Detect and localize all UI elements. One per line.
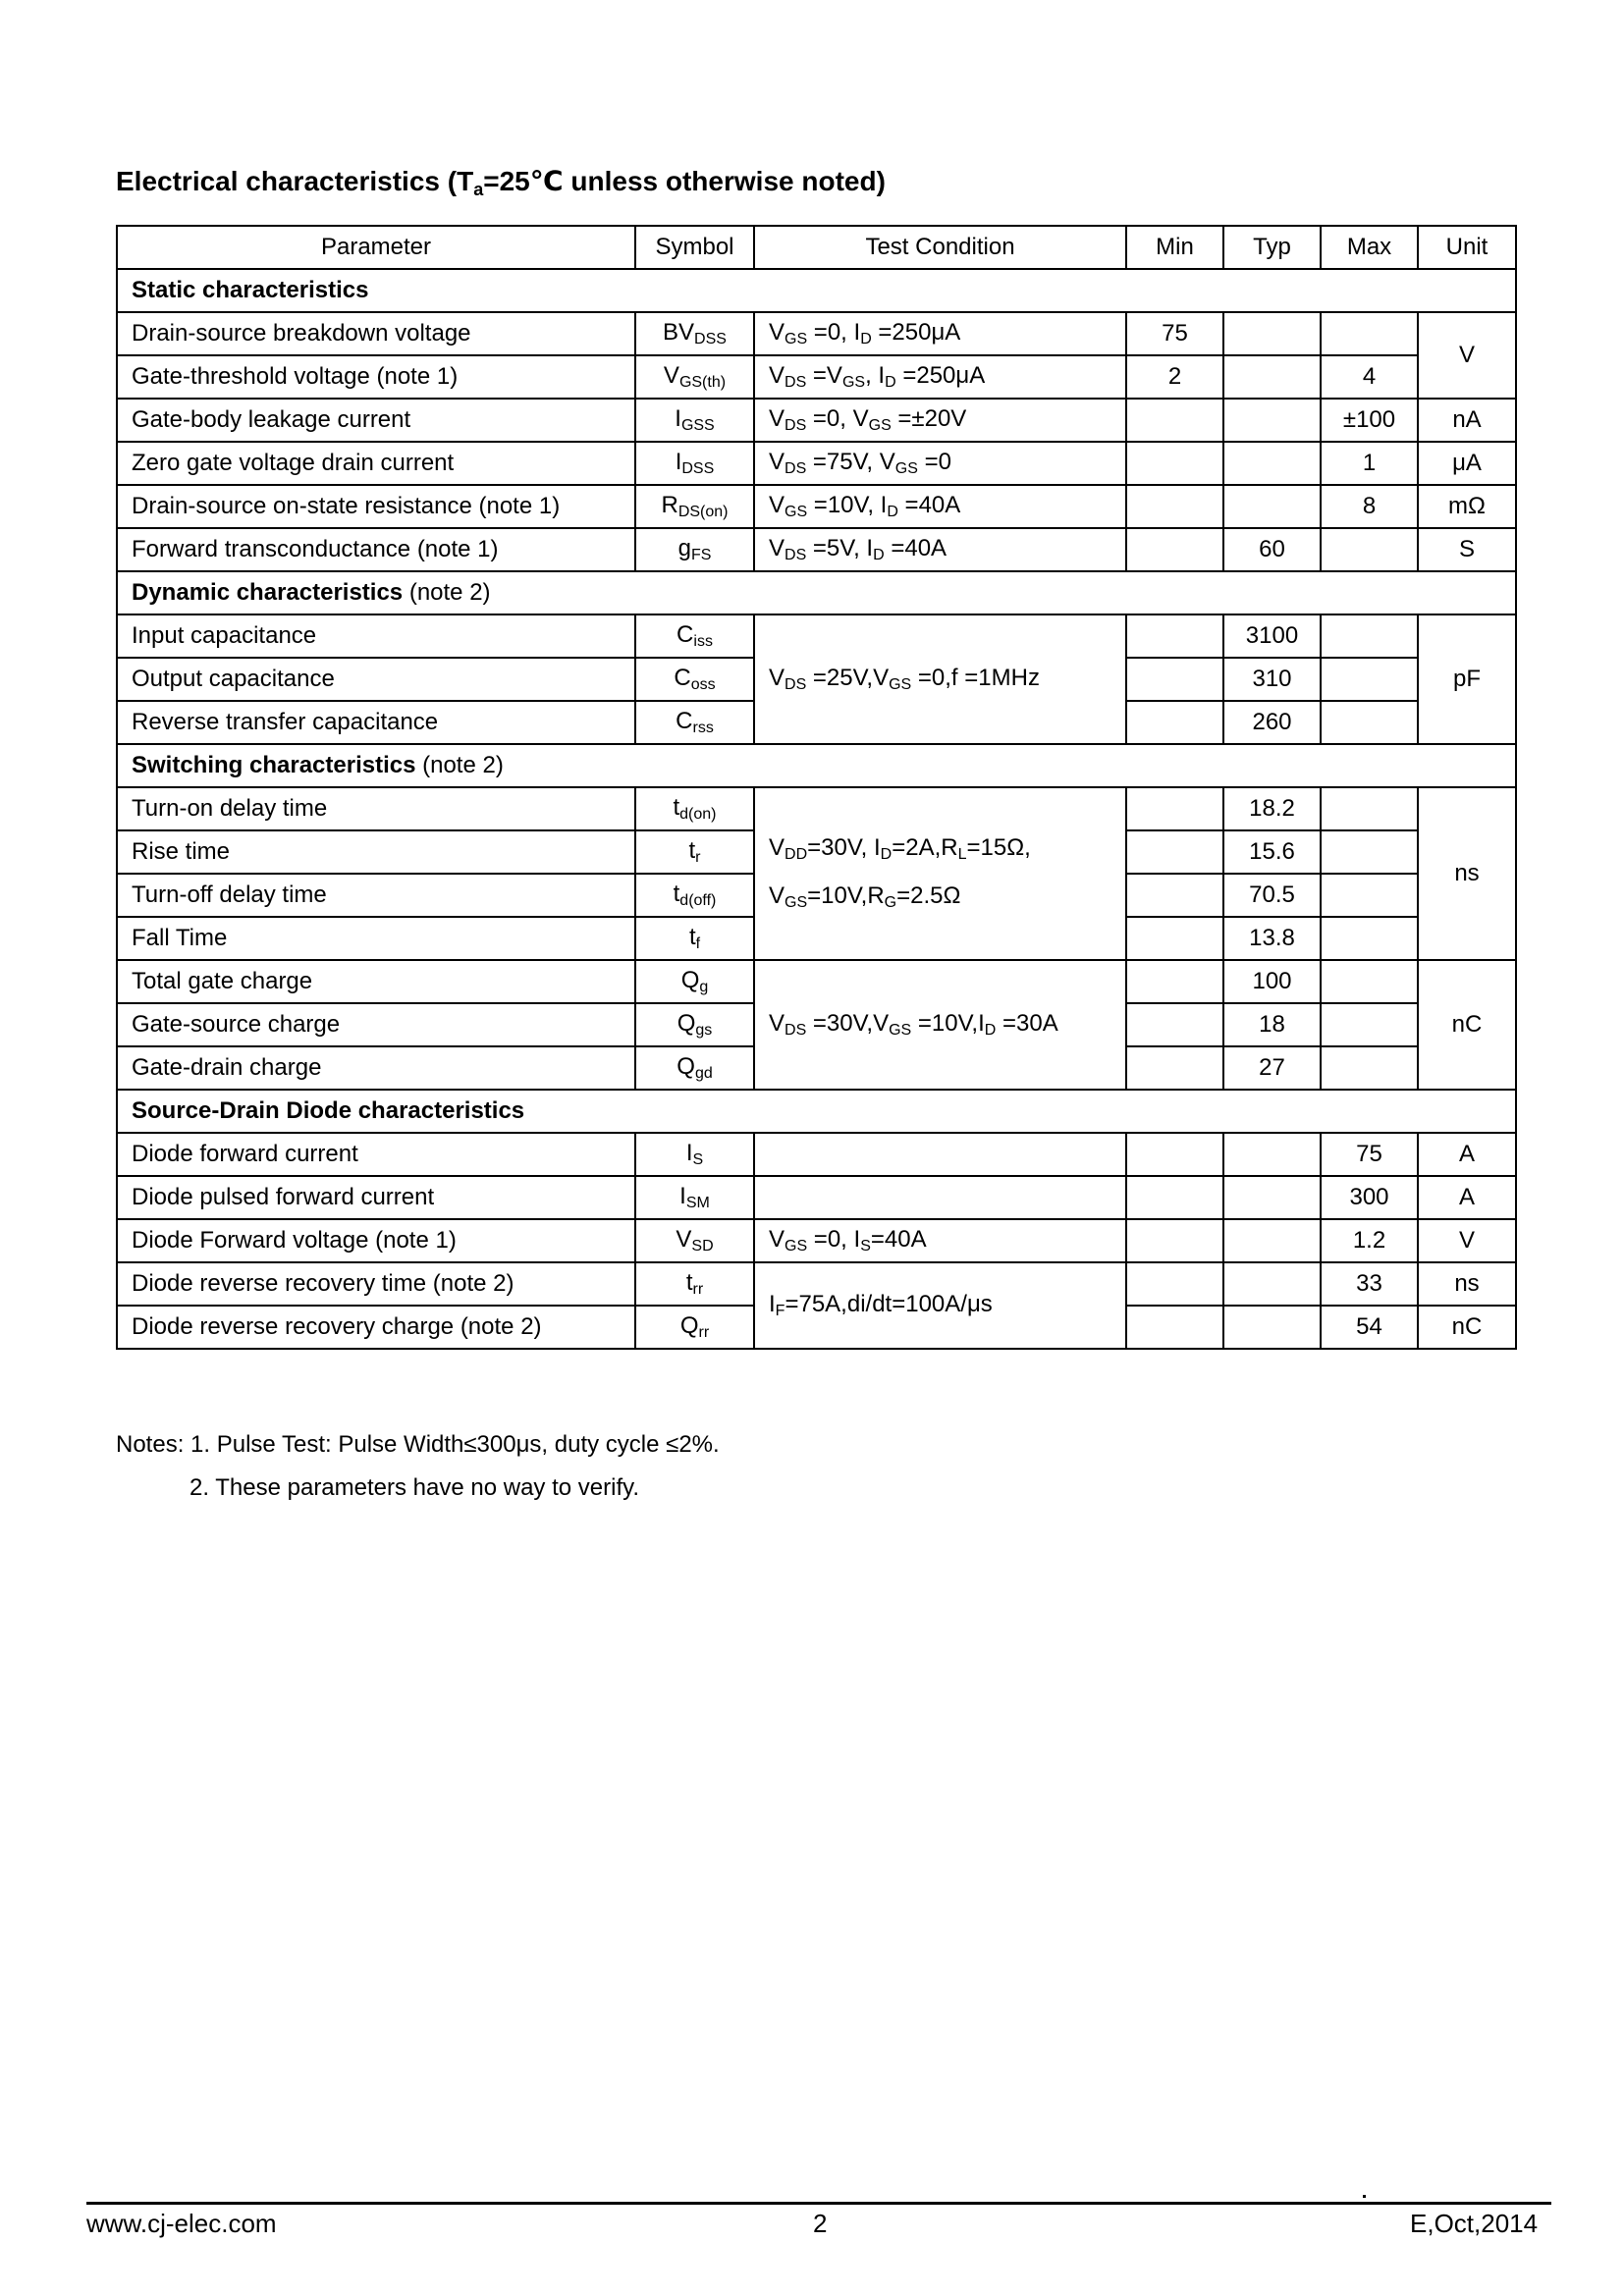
parameter-cell: Gate-threshold voltage (note 1) bbox=[117, 355, 635, 399]
condition-line bbox=[769, 826, 1125, 874]
min-cell bbox=[1126, 1046, 1223, 1090]
condition-text: =40A bbox=[870, 1225, 927, 1253]
max-cell: 75 bbox=[1321, 1133, 1418, 1176]
table-row bbox=[117, 614, 1516, 658]
header-max: Max bbox=[1321, 226, 1418, 269]
symbol-main: t bbox=[673, 880, 680, 907]
page-title: Electrical characteristics ($T_a=25℃$ unless otherwise noted) bbox=[116, 166, 886, 199]
symbol-cell bbox=[635, 701, 754, 744]
symbol-subscript: rss bbox=[692, 719, 714, 736]
symbol-main: I bbox=[675, 448, 682, 475]
symbol-main: t bbox=[688, 836, 696, 864]
min-cell bbox=[1126, 1133, 1223, 1176]
parameter-cell: Diode reverse recovery time (note 2) bbox=[117, 1262, 635, 1306]
table-row bbox=[117, 787, 1516, 830]
condition-text: V bbox=[769, 448, 785, 475]
condition-text: GS bbox=[785, 330, 808, 347]
max-cell: 33 bbox=[1321, 1262, 1418, 1306]
condition-text: V bbox=[769, 534, 785, 561]
condition-text: V bbox=[769, 1009, 785, 1037]
symbol-cell bbox=[635, 1306, 754, 1349]
typ-cell: 18 bbox=[1223, 1003, 1321, 1046]
condition-text: =30V,V bbox=[806, 1009, 890, 1037]
max-cell bbox=[1321, 917, 1418, 960]
parameter-cell: Zero gate voltage drain current bbox=[117, 442, 635, 485]
table-row bbox=[117, 1262, 1516, 1306]
table-row bbox=[117, 355, 1516, 399]
symbol-subscript: FS bbox=[690, 546, 712, 563]
condition-text: =0, I bbox=[807, 318, 861, 346]
min-cell bbox=[1126, 1262, 1223, 1306]
section-dynamic: Dynamic characteristics (note 2) bbox=[117, 571, 1516, 614]
condition-text: D bbox=[880, 846, 893, 863]
condition-text: V bbox=[769, 664, 785, 691]
min-cell bbox=[1126, 917, 1223, 960]
condition-text: GS bbox=[868, 416, 892, 434]
min-cell bbox=[1126, 960, 1223, 1003]
condition-cell bbox=[754, 485, 1126, 528]
footer-website: www.cj-elec.com bbox=[86, 2209, 277, 2238]
electrical-characteristics-table bbox=[116, 225, 1517, 1350]
condition-cell bbox=[754, 399, 1126, 442]
symbol-subscript: GSS bbox=[680, 416, 715, 434]
symbol-subscript: r bbox=[695, 848, 701, 866]
max-cell bbox=[1321, 312, 1418, 355]
max-cell bbox=[1321, 1046, 1418, 1090]
condition-text: DS bbox=[785, 459, 807, 477]
typ-cell: 310 bbox=[1223, 658, 1321, 701]
symbol-cell bbox=[635, 399, 754, 442]
symbol-subscript: DSS bbox=[681, 459, 715, 477]
symbol-main: Q bbox=[680, 966, 700, 993]
note-1: Notes: 1. Pulse Test: Pulse Width≤300μs, duty cycle ≤2%. bbox=[116, 1431, 720, 1458]
max-cell: 54 bbox=[1321, 1306, 1418, 1349]
symbol-main: R bbox=[661, 491, 678, 518]
footer-revision: E,Oct,2014 bbox=[1410, 2209, 1539, 2238]
condition-text: =30A bbox=[996, 1009, 1058, 1037]
typ-cell bbox=[1223, 1262, 1321, 1306]
symbol-cell bbox=[635, 442, 754, 485]
unit-cell: μA bbox=[1418, 442, 1516, 485]
note-2: 2. These parameters have no way to verify. bbox=[189, 1474, 640, 1501]
symbol-cell bbox=[635, 1176, 754, 1219]
symbol-cell bbox=[635, 485, 754, 528]
table-row bbox=[117, 442, 1516, 485]
section-row bbox=[117, 571, 1516, 614]
parameter-cell: Diode pulsed forward current bbox=[117, 1176, 635, 1219]
max-cell bbox=[1321, 787, 1418, 830]
symbol-cell bbox=[635, 658, 754, 701]
typ-cell bbox=[1223, 1306, 1321, 1349]
parameter-cell: Gate-body leakage current bbox=[117, 399, 635, 442]
max-cell bbox=[1321, 874, 1418, 917]
condition-text: =5V, I bbox=[806, 534, 874, 561]
footer-dot bbox=[1363, 2195, 1366, 2198]
unit-cell: A bbox=[1418, 1133, 1516, 1176]
header-unit: Unit bbox=[1418, 226, 1516, 269]
max-cell bbox=[1321, 528, 1418, 571]
condition-cell bbox=[754, 787, 1126, 960]
unit-cell: A bbox=[1418, 1176, 1516, 1219]
condition-text: =250μA bbox=[871, 318, 961, 346]
min-cell: 2 bbox=[1126, 355, 1223, 399]
typ-cell: 60 bbox=[1223, 528, 1321, 571]
footer-divider bbox=[86, 2202, 1551, 2205]
symbol-main: Q bbox=[679, 1311, 699, 1339]
typ-cell: 100 bbox=[1223, 960, 1321, 1003]
unit-cell: nC bbox=[1418, 1306, 1516, 1349]
condition-text: GS bbox=[785, 1237, 808, 1255]
typ-cell: 260 bbox=[1223, 701, 1321, 744]
symbol-subscript: DSS bbox=[694, 330, 727, 347]
condition-cell bbox=[754, 355, 1126, 399]
parameter-cell: Turn-on delay time bbox=[117, 787, 635, 830]
table-row bbox=[117, 960, 1516, 1003]
condition-text: GS bbox=[889, 675, 912, 693]
condition-text: =25V,V bbox=[806, 664, 890, 691]
parameter-cell: Turn-off delay time bbox=[117, 874, 635, 917]
condition-text: =40A bbox=[884, 534, 947, 561]
condition-text: =2.5Ω bbox=[896, 882, 961, 909]
condition-line bbox=[769, 874, 1125, 922]
symbol-main: V bbox=[676, 1225, 692, 1253]
condition-text: S bbox=[860, 1237, 871, 1255]
condition-cell bbox=[754, 312, 1126, 355]
typ-cell: 13.8 bbox=[1223, 917, 1321, 960]
condition-text: =±20V bbox=[891, 404, 967, 432]
condition-text: DS bbox=[785, 416, 807, 434]
condition-text: D bbox=[984, 1021, 997, 1039]
header-test-condition: Test Condition bbox=[754, 226, 1126, 269]
min-cell bbox=[1126, 830, 1223, 874]
footer-page-number: 2 bbox=[813, 2209, 828, 2238]
condition-text: GS bbox=[841, 373, 866, 391]
parameter-cell: Total gate charge bbox=[117, 960, 635, 1003]
symbol-cell bbox=[635, 874, 754, 917]
min-cell bbox=[1126, 1176, 1223, 1219]
typ-cell: 3100 bbox=[1223, 614, 1321, 658]
condition-text: D bbox=[887, 503, 898, 520]
condition-text: =10V, I bbox=[807, 491, 888, 518]
symbol-cell bbox=[635, 917, 754, 960]
condition-text: =15Ω, bbox=[966, 834, 1031, 861]
condition-text: L bbox=[957, 846, 967, 863]
condition-text: =75A,di/dt=100A/μs bbox=[785, 1290, 993, 1317]
typ-cell bbox=[1223, 1176, 1321, 1219]
symbol-main: Q bbox=[677, 1009, 696, 1037]
condition-text: V bbox=[769, 882, 785, 909]
header-typ: Typ bbox=[1223, 226, 1321, 269]
table-row bbox=[117, 399, 1516, 442]
max-cell: 1 bbox=[1321, 442, 1418, 485]
symbol-main: Q bbox=[677, 1052, 695, 1080]
min-cell bbox=[1126, 658, 1223, 701]
max-cell bbox=[1321, 614, 1418, 658]
section-diode: Source-Drain Diode characteristics bbox=[117, 1090, 1516, 1133]
unit-cell: ns bbox=[1418, 787, 1516, 960]
typ-cell bbox=[1223, 1133, 1321, 1176]
parameter-cell: Forward transconductance (note 1) bbox=[117, 528, 635, 571]
typ-cell bbox=[1223, 442, 1321, 485]
max-cell: ±100 bbox=[1321, 399, 1418, 442]
condition-text: =30V, I bbox=[807, 834, 881, 861]
parameter-cell: Gate-drain charge bbox=[117, 1046, 635, 1090]
symbol-subscript: GS(th) bbox=[678, 373, 727, 391]
symbol-subscript: oss bbox=[690, 675, 716, 693]
max-cell bbox=[1321, 960, 1418, 1003]
condition-text: DS bbox=[785, 373, 807, 391]
condition-text: GS bbox=[889, 1021, 912, 1039]
min-cell bbox=[1126, 1003, 1223, 1046]
condition-text: DS bbox=[785, 546, 807, 563]
condition-text: =0, V bbox=[806, 404, 869, 432]
unit-cell: mΩ bbox=[1418, 485, 1516, 528]
condition-text: GS bbox=[894, 459, 918, 477]
condition-cell bbox=[754, 1219, 1126, 1262]
symbol-subscript: g bbox=[699, 978, 709, 995]
symbol-main: C bbox=[674, 664, 691, 691]
condition-text: =10V,I bbox=[911, 1009, 985, 1037]
max-cell bbox=[1321, 701, 1418, 744]
condition-text: V bbox=[769, 318, 785, 346]
condition-text: DD bbox=[785, 846, 808, 863]
condition-text: V bbox=[769, 404, 785, 432]
symbol-subscript: d(off) bbox=[679, 891, 717, 909]
condition-text: I bbox=[769, 1290, 776, 1317]
condition-text: G bbox=[884, 894, 897, 911]
min-cell bbox=[1126, 787, 1223, 830]
condition-text: GS bbox=[785, 894, 808, 911]
section-switching: Switching characteristics (note 2) bbox=[117, 744, 1516, 787]
condition-cell bbox=[754, 1262, 1126, 1349]
symbol-subscript: rr bbox=[692, 1280, 704, 1298]
parameter-cell: Diode reverse recovery charge (note 2) bbox=[117, 1306, 635, 1349]
typ-cell: 70.5 bbox=[1223, 874, 1321, 917]
table-row bbox=[117, 312, 1516, 355]
typ-cell bbox=[1223, 399, 1321, 442]
condition-text: =250μA bbox=[895, 361, 986, 389]
min-cell bbox=[1126, 442, 1223, 485]
min-cell bbox=[1126, 485, 1223, 528]
symbol-main: C bbox=[676, 707, 693, 734]
symbol-subscript: gs bbox=[695, 1021, 713, 1039]
symbol-main: I bbox=[685, 1139, 693, 1166]
table-row bbox=[117, 1219, 1516, 1262]
condition-text: =0, I bbox=[807, 1225, 861, 1253]
condition-cell bbox=[754, 614, 1126, 744]
min-cell bbox=[1126, 1306, 1223, 1349]
symbol-subscript: SM bbox=[685, 1194, 710, 1211]
typ-cell: 15.6 bbox=[1223, 830, 1321, 874]
symbol-cell bbox=[635, 1046, 754, 1090]
parameter-cell: Fall Time bbox=[117, 917, 635, 960]
typ-cell bbox=[1223, 355, 1321, 399]
condition-text: , I bbox=[865, 361, 886, 389]
symbol-cell bbox=[635, 1003, 754, 1046]
condition-text: D bbox=[885, 373, 896, 391]
symbol-main: C bbox=[677, 620, 694, 648]
condition-cell bbox=[754, 528, 1126, 571]
condition-text: V bbox=[769, 491, 785, 518]
symbol-subscript: rr bbox=[698, 1323, 710, 1341]
table-row bbox=[117, 528, 1516, 571]
max-cell: 4 bbox=[1321, 355, 1418, 399]
table-row bbox=[117, 1176, 1516, 1219]
typ-cell bbox=[1223, 312, 1321, 355]
condition-text: V bbox=[769, 361, 785, 389]
symbol-main: t bbox=[688, 923, 696, 950]
unit-cell: V bbox=[1418, 312, 1516, 399]
typ-cell: 27 bbox=[1223, 1046, 1321, 1090]
condition-text: DS bbox=[785, 1021, 807, 1039]
max-cell bbox=[1321, 830, 1418, 874]
table-header-row bbox=[117, 226, 1516, 269]
min-cell bbox=[1126, 614, 1223, 658]
condition-cell bbox=[754, 442, 1126, 485]
symbol-cell bbox=[635, 787, 754, 830]
header-min: Min bbox=[1126, 226, 1223, 269]
symbol-main: BV bbox=[663, 318, 695, 346]
symbol-subscript: SD bbox=[691, 1237, 714, 1255]
symbol-subscript: S bbox=[692, 1150, 704, 1168]
symbol-subscript: f bbox=[695, 934, 701, 952]
section-row bbox=[117, 744, 1516, 787]
symbol-main: I bbox=[675, 404, 681, 432]
condition-cell bbox=[754, 960, 1126, 1090]
table-row bbox=[117, 485, 1516, 528]
max-cell: 1.2 bbox=[1321, 1219, 1418, 1262]
max-cell bbox=[1321, 1003, 1418, 1046]
typ-cell bbox=[1223, 485, 1321, 528]
symbol-main: V bbox=[663, 361, 679, 389]
condition-text: =0 bbox=[917, 448, 951, 475]
condition-text: V bbox=[769, 1225, 785, 1253]
parameter-cell: Drain-source on-state resistance (note 1) bbox=[117, 485, 635, 528]
parameter-cell: Input capacitance bbox=[117, 614, 635, 658]
symbol-subscript: d(on) bbox=[679, 805, 717, 823]
parameter-cell: Output capacitance bbox=[117, 658, 635, 701]
symbol-cell bbox=[635, 614, 754, 658]
parameter-cell: Drain-source breakdown voltage bbox=[117, 312, 635, 355]
parameter-cell: Gate-source charge bbox=[117, 1003, 635, 1046]
min-cell bbox=[1126, 874, 1223, 917]
min-cell bbox=[1126, 701, 1223, 744]
symbol-cell bbox=[635, 528, 754, 571]
condition-text: GS bbox=[785, 503, 808, 520]
parameter-cell: Diode Forward voltage (note 1) bbox=[117, 1219, 635, 1262]
typ-cell: 18.2 bbox=[1223, 787, 1321, 830]
condition-text: F bbox=[775, 1302, 785, 1319]
typ-cell bbox=[1223, 1219, 1321, 1262]
section-row bbox=[117, 269, 1516, 312]
unit-cell: ns bbox=[1418, 1262, 1516, 1306]
condition-text: =2A,R bbox=[892, 834, 958, 861]
condition-text: DS bbox=[785, 675, 807, 693]
symbol-main: g bbox=[677, 534, 691, 561]
condition-cell bbox=[754, 1176, 1126, 1219]
symbol-subscript: DS(on) bbox=[677, 503, 729, 520]
unit-cell: nA bbox=[1418, 399, 1516, 442]
min-cell: 75 bbox=[1126, 312, 1223, 355]
min-cell bbox=[1126, 528, 1223, 571]
parameter-cell: Reverse transfer capacitance bbox=[117, 701, 635, 744]
symbol-cell bbox=[635, 355, 754, 399]
section-static: Static characteristics bbox=[117, 269, 1516, 312]
symbol-subscript: iss bbox=[693, 632, 713, 650]
unit-cell: pF bbox=[1418, 614, 1516, 744]
header-parameter: Parameter bbox=[117, 226, 635, 269]
section-row bbox=[117, 1090, 1516, 1133]
condition-text: =75V, V bbox=[806, 448, 895, 475]
min-cell bbox=[1126, 399, 1223, 442]
symbol-cell bbox=[635, 960, 754, 1003]
parameter-cell: Rise time bbox=[117, 830, 635, 874]
symbol-cell bbox=[635, 312, 754, 355]
condition-text: =40A bbox=[897, 491, 961, 518]
header-symbol: Symbol bbox=[635, 226, 754, 269]
notes bbox=[116, 1423, 720, 1510]
symbol-main: t bbox=[685, 1268, 693, 1296]
condition-text: D bbox=[860, 330, 872, 347]
unit-cell: S bbox=[1418, 528, 1516, 571]
max-cell: 8 bbox=[1321, 485, 1418, 528]
min-cell bbox=[1126, 1219, 1223, 1262]
symbol-main: t bbox=[673, 793, 680, 821]
max-cell bbox=[1321, 658, 1418, 701]
max-cell: 300 bbox=[1321, 1176, 1418, 1219]
parameter-cell: Diode forward current bbox=[117, 1133, 635, 1176]
condition-text: =0,f =1MHz bbox=[911, 664, 1040, 691]
condition-text: V bbox=[769, 834, 785, 861]
symbol-subscript: gd bbox=[694, 1064, 713, 1082]
symbol-cell bbox=[635, 1219, 754, 1262]
unit-cell: V bbox=[1418, 1219, 1516, 1262]
symbol-cell bbox=[635, 1262, 754, 1306]
symbol-main: I bbox=[679, 1182, 686, 1209]
symbol-cell bbox=[635, 830, 754, 874]
condition-text: D bbox=[873, 546, 885, 563]
condition-cell bbox=[754, 1133, 1126, 1176]
unit-cell: nC bbox=[1418, 960, 1516, 1090]
symbol-cell bbox=[635, 1133, 754, 1176]
condition-text: =10V,R bbox=[807, 882, 885, 909]
table-row bbox=[117, 1133, 1516, 1176]
condition-text: =V bbox=[806, 361, 842, 389]
